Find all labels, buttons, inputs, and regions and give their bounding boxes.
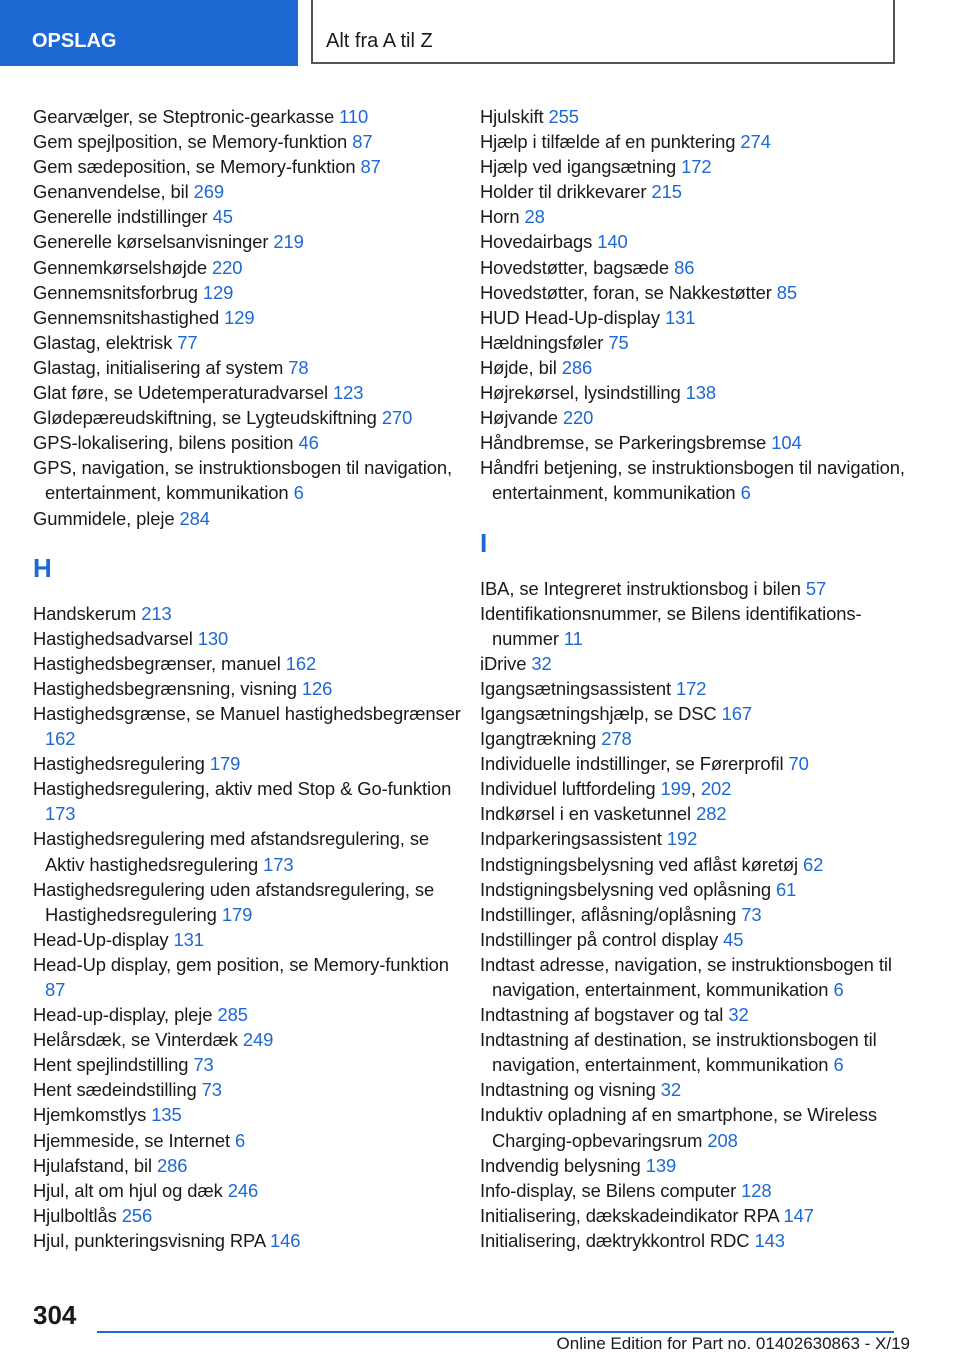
index-term: Hjemmeside, se Internet <box>33 1129 236 1151</box>
index-entry <box>480 601 910 651</box>
index-term: Gearvælger, se Steptronic-gearkasse <box>33 106 340 127</box>
page-link[interactable]: 62 <box>803 853 824 875</box>
index-entry <box>33 701 463 751</box>
index-entry <box>480 852 910 877</box>
page-link[interactable]: 173 <box>263 853 294 875</box>
page-link[interactable]: 172 <box>681 156 712 178</box>
index-entry <box>480 801 910 826</box>
index-term: Induktiv opladning af en smartphone, se Wireless Charging-opbevaringsrum <box>480 1104 877 1151</box>
index-term: Head-up-display, pleje <box>33 1004 218 1026</box>
section-letter: I <box>480 527 488 558</box>
page-link[interactable]: 285 <box>217 1004 248 1026</box>
page-link[interactable]: 208 <box>707 1129 738 1151</box>
page-link[interactable]: 147 <box>783 1204 814 1226</box>
index-term: Info-display, se Bilens computer <box>480 1179 742 1201</box>
index-entry <box>480 380 910 405</box>
index-entry <box>33 651 463 676</box>
index-term: Identifikationsnummer, se Bilens identifikationsnummer <box>480 602 862 649</box>
index-entry <box>480 255 910 280</box>
page-link[interactable]: 255 <box>548 106 579 127</box>
index-entry <box>33 1077 463 1102</box>
page-link[interactable]: 32 <box>660 1079 681 1101</box>
index-term: Gummidele, pleje <box>33 507 180 529</box>
index-term: Hovedstøtter, foran, se Nakkestøtter <box>480 281 777 303</box>
index-entry <box>33 355 463 380</box>
index-term: Indstigningsbelysning ved aflåst køretøj <box>480 853 804 875</box>
page-link[interactable]: 269 <box>193 181 225 203</box>
index-entry <box>480 1153 910 1178</box>
page-link[interactable]: 286 <box>561 356 593 378</box>
index-entry <box>33 1052 463 1077</box>
index-entry <box>480 902 910 927</box>
index-term: Glat føre, se Udetemperaturadvarsel <box>33 382 333 404</box>
page-link[interactable]: 11 <box>563 627 583 649</box>
index-entry <box>480 280 910 305</box>
index-entry <box>480 751 910 776</box>
index-term: Gennemsnitshastighed <box>33 306 225 328</box>
index-term: Glastag, elektrisk <box>33 331 178 353</box>
page-link[interactable]: 104 <box>771 432 802 454</box>
index-term: Genanvendelse, bil <box>33 181 194 203</box>
page-link[interactable]: 138 <box>685 382 717 404</box>
index-term: Horn <box>480 206 525 228</box>
page-link[interactable]: 75 <box>608 331 629 353</box>
index-term: iDrive <box>480 652 532 674</box>
index-entry <box>33 601 463 626</box>
index-term: Head-Up display, gem position, se Memory-funktion <box>33 953 449 975</box>
index-entry <box>33 751 463 776</box>
index-column-right <box>480 104 910 1253</box>
page-link[interactable]: 139 <box>645 1154 677 1176</box>
index-entry <box>33 1102 463 1127</box>
index-entry <box>33 380 463 405</box>
page-link[interactable]: 249 <box>242 1029 274 1051</box>
index-entry <box>33 154 463 179</box>
index-entry <box>33 927 463 952</box>
page-link[interactable]: 6 <box>833 1054 844 1076</box>
index-entry <box>33 877 463 927</box>
index-entry <box>480 1102 910 1152</box>
page-link[interactable]: 246 <box>227 1179 259 1201</box>
page-link[interactable]: 70 <box>788 753 809 775</box>
page-link[interactable]: 274 <box>740 131 771 153</box>
index-term: Indtastning og visning <box>480 1079 661 1101</box>
index-entry: Individuel luftfordeling 199, 202 <box>480 778 732 800</box>
page-link[interactable]: 85 <box>776 281 798 303</box>
index-entry <box>480 330 910 355</box>
index-term: Hent sædeindstilling <box>33 1079 202 1101</box>
index-entry <box>480 877 910 902</box>
page-link[interactable]: 6 <box>293 482 304 504</box>
page-link[interactable]: 6 <box>235 1129 246 1151</box>
index-entry <box>480 1077 910 1102</box>
index-term: Indtastning af bogstaver og tal <box>480 1004 729 1026</box>
index-column-left <box>33 104 463 1253</box>
index-entry <box>33 506 463 531</box>
index-entry <box>480 179 910 204</box>
index-entry <box>480 229 910 254</box>
page-link[interactable]: 129 <box>202 281 234 303</box>
index-term: Hastighedsbegrænser, manuel <box>33 652 286 674</box>
page-link[interactable]: 28 <box>524 206 545 228</box>
index-entry <box>480 355 910 380</box>
index-term: Glastag, initialisering af system <box>33 356 289 378</box>
index-term: GPS, navigation, se instruktionsbogen til navigation, entertainment, kommunikation <box>33 457 452 504</box>
page-link[interactable]: 73 <box>741 903 762 925</box>
index-term: Igangsætningsassistent <box>480 677 677 699</box>
page-link[interactable]: 167 <box>721 702 753 724</box>
index-term: Glødepæreudskiftning, se Lygteudskiftning <box>33 407 382 429</box>
index-entry <box>33 255 463 280</box>
index-entry <box>33 104 463 129</box>
section-letter: H <box>33 552 52 583</box>
index-entry <box>480 826 910 851</box>
index-term: GPS-lokalisering, bilens position <box>33 432 299 454</box>
page-header <box>0 0 960 66</box>
index-entry <box>33 952 463 1002</box>
page-link[interactable]: 219 <box>273 231 304 253</box>
index-entry <box>480 129 910 154</box>
page-link[interactable]: 173 <box>45 803 76 825</box>
index-entry <box>33 330 463 355</box>
page-link[interactable]: 6 <box>740 482 751 504</box>
index-term: Generelle kørselsanvisninger <box>33 231 274 253</box>
index-term: Indstigningsbelysning ved oplåsning <box>480 878 776 900</box>
page-link[interactable]: 162 <box>45 728 76 750</box>
page-link[interactable]: 140 <box>597 231 628 253</box>
index-term: Gennemkørselshøjde <box>33 256 213 278</box>
index-entry <box>33 1153 463 1178</box>
footer-edition: Online Edition for Part no. 01402630863 - X/19 <box>556 1334 910 1353</box>
index-entry <box>33 826 463 876</box>
index-entry <box>33 204 463 229</box>
index-entry <box>33 626 463 651</box>
page-link[interactable]: 220 <box>212 256 243 278</box>
index-entry <box>480 104 910 129</box>
index-entry <box>33 455 463 505</box>
index-entry <box>33 129 463 154</box>
page-link[interactable]: 123 <box>332 382 364 404</box>
page-link[interactable]: 130 <box>197 627 229 649</box>
index-term: Hovedstøtter, bagsæde <box>480 256 675 278</box>
page-link[interactable]: 45 <box>212 206 233 228</box>
index-entry <box>480 676 910 701</box>
page-link[interactable]: 215 <box>651 181 682 203</box>
page-link[interactable]: 282 <box>696 803 727 825</box>
index-term: Højvande <box>480 407 563 429</box>
index-term: Hastighedsgrænse, se Manuel hastighedsbegrænser <box>33 702 461 724</box>
index-term: Hovedairbags <box>480 231 598 253</box>
index-term: Holder til drikkevarer <box>480 181 652 203</box>
index-term: Igangsætningshjælp, se DSC <box>480 702 722 724</box>
page-link[interactable]: 131 <box>665 306 696 328</box>
index-entry <box>480 154 910 179</box>
index-term: Hastighedsregulering uden afstandsregulering, se Hastighedsregulering <box>33 878 435 925</box>
page-link[interactable]: 270 <box>381 407 413 429</box>
index-term: Gem spejlposition, se Memory-funktion <box>33 131 353 153</box>
index-entry <box>33 405 463 430</box>
page-link[interactable]: 6 <box>833 979 844 1000</box>
index-term: Hjælp i tilfælde af en punktering <box>480 131 741 153</box>
index-term: Indkørsel i en vasketunnel <box>480 803 697 825</box>
index-term: Hældningsføler <box>480 331 609 353</box>
index-term: Højrekørsel, lysindstilling <box>480 382 686 404</box>
page-link[interactable]: 199 <box>660 778 691 800</box>
index-entry <box>480 952 910 1002</box>
page-link[interactable]: 284 <box>179 507 210 529</box>
page-link[interactable]: 73 <box>201 1079 222 1101</box>
page-link[interactable]: 57 <box>805 577 827 599</box>
index-entry <box>33 229 463 254</box>
page-link[interactable]: 87 <box>352 131 373 153</box>
index-term: Helårsdæk, se Vinterdæk <box>33 1029 243 1051</box>
index-term: Generelle indstillinger <box>33 206 213 228</box>
page-link[interactable]: 46 <box>298 432 319 454</box>
page-link[interactable]: 179 <box>209 753 241 775</box>
index-term: Individuelle indstillinger, se Førerprofil <box>480 753 789 775</box>
index-term: Hjulskift <box>480 106 549 127</box>
index-entry <box>480 1002 910 1027</box>
page-link[interactable]: 110 <box>339 106 369 127</box>
index-term: Håndbremse, se Parkeringsbremse <box>480 432 772 454</box>
index-term: Indstillinger, aflåsning/oplåsning <box>480 903 742 925</box>
index-entry <box>480 204 910 229</box>
index-term: Hastighedsadvarsel <box>33 627 198 649</box>
index-term: Hjulafstand, bil <box>33 1154 158 1176</box>
page-link[interactable]: 129 <box>224 306 255 328</box>
index-term: Indvendig belysning <box>480 1154 646 1176</box>
index-term: Individuel luftfordeling <box>480 778 661 800</box>
index-term: Hjælp ved igangsætning <box>480 156 682 178</box>
page-link[interactable]: 128 <box>741 1179 772 1201</box>
page-link[interactable]: 220 <box>562 407 594 429</box>
index-term: Gennemsnitsforbrug <box>33 281 203 303</box>
index-term: Handskerum <box>33 602 142 624</box>
page-link[interactable]: 32 <box>531 652 552 674</box>
index-term: Hastighedsregulering med afstandsregulering, se Aktiv hastighedsregulering <box>33 828 430 875</box>
page-link[interactable]: 179 <box>221 903 253 925</box>
index-entry <box>480 701 910 726</box>
index-term: Initialisering, dæktrykkontrol RDC <box>480 1229 755 1251</box>
chapter-title: Alt fra A til Z <box>311 0 895 64</box>
index-entry <box>480 576 910 601</box>
page-link[interactable]: 146 <box>269 1229 301 1251</box>
index-entry <box>33 676 463 701</box>
index-term: Hjulboltlås <box>33 1204 122 1226</box>
index-term: Hastighedsbegrænsning, visning <box>33 677 302 699</box>
index-entry <box>480 726 910 751</box>
footer-divider <box>97 1331 894 1333</box>
index-term: HUD Head-Up-display <box>480 306 666 328</box>
index-term: Hastighedsregulering <box>33 753 210 775</box>
index-term: Initialisering, dækskadeindikator RPA <box>480 1204 784 1226</box>
index-entry <box>33 430 463 455</box>
page-link[interactable]: 256 <box>121 1204 153 1226</box>
index-entry <box>33 280 463 305</box>
index-entry <box>33 1178 463 1203</box>
page-link[interactable]: 126 <box>301 677 333 699</box>
index-entry <box>480 430 910 455</box>
index-term: Igangtrækning <box>480 728 602 750</box>
page-link[interactable]: 78 <box>288 356 309 378</box>
index-entry <box>33 1203 463 1228</box>
index-term: Håndfri betjening, se instruktionsbogen til navigation, entertainment, kommunikation <box>480 457 905 504</box>
index-entry <box>33 179 463 204</box>
index-entry <box>33 305 463 330</box>
index-term: Indparkeringsassistent <box>480 828 667 850</box>
page-link[interactable]: 143 <box>754 1229 785 1251</box>
page-link[interactable]: 61 <box>775 878 797 900</box>
index-entry <box>480 1203 910 1228</box>
page-link[interactable]: 172 <box>676 677 707 699</box>
page-link[interactable]: 213 <box>141 602 172 624</box>
index-term: Hastighedsregulering, aktiv med Stop & Go-funktion <box>33 778 452 800</box>
page-link[interactable]: 135 <box>151 1104 182 1126</box>
page-link[interactable]: 77 <box>177 331 198 353</box>
page-link[interactable]: 202 <box>700 778 732 800</box>
page-link[interactable]: 86 <box>674 256 695 278</box>
index-term: Hjemkomstlys <box>33 1104 152 1126</box>
page-link[interactable]: 162 <box>285 652 317 674</box>
section-tab: OPSLAG <box>0 0 298 66</box>
page-link[interactable]: 73 <box>193 1054 214 1076</box>
page-link[interactable]: 32 <box>728 1004 749 1026</box>
index-entry <box>33 1228 463 1253</box>
page-link[interactable]: 87 <box>360 156 381 178</box>
index-term: IBA, se Integreret instruktionsbog i bilen <box>480 577 806 599</box>
index-entry <box>480 1228 910 1253</box>
page-link[interactable]: 87 <box>45 979 66 1000</box>
index-entry <box>480 1027 910 1077</box>
index-term: Indtast adresse, navigation, se instruktionsbogen til navigation, entertainment, kommunikation <box>480 953 892 1000</box>
index-entry <box>480 927 910 952</box>
index-entry <box>480 1178 910 1203</box>
page-link[interactable]: 278 <box>601 728 632 750</box>
index-term: Hjul, punkteringsvisning RPA <box>33 1229 270 1251</box>
index-entry <box>33 1002 463 1027</box>
index-term: Gem sædeposition, se Memory-funktion <box>33 156 361 178</box>
index-entry <box>33 1128 463 1153</box>
index-entry <box>480 405 910 430</box>
index-term: Højde, bil <box>480 356 562 378</box>
page-link[interactable]: 192 <box>666 828 698 850</box>
page-link[interactable]: 131 <box>173 928 204 950</box>
index-term: Hent spejlindstilling <box>33 1054 194 1076</box>
index-entry <box>33 1027 463 1052</box>
index-term: Hjul, alt om hjul og dæk <box>33 1179 228 1201</box>
index-term: Head-Up-display <box>33 928 174 950</box>
index-term: Indtastning af destination, se instruktionsbogen til navigation, entertainment, kommunikation <box>480 1029 877 1076</box>
index-entry <box>33 776 463 826</box>
index-entry <box>480 455 910 505</box>
index-entry <box>480 305 910 330</box>
page-link[interactable]: 45 <box>723 928 744 950</box>
index-term: Indstillinger på control display <box>480 928 724 950</box>
page-number: 304 <box>33 1300 77 1330</box>
page-link[interactable]: 286 <box>157 1154 188 1176</box>
index-entry <box>480 651 910 676</box>
